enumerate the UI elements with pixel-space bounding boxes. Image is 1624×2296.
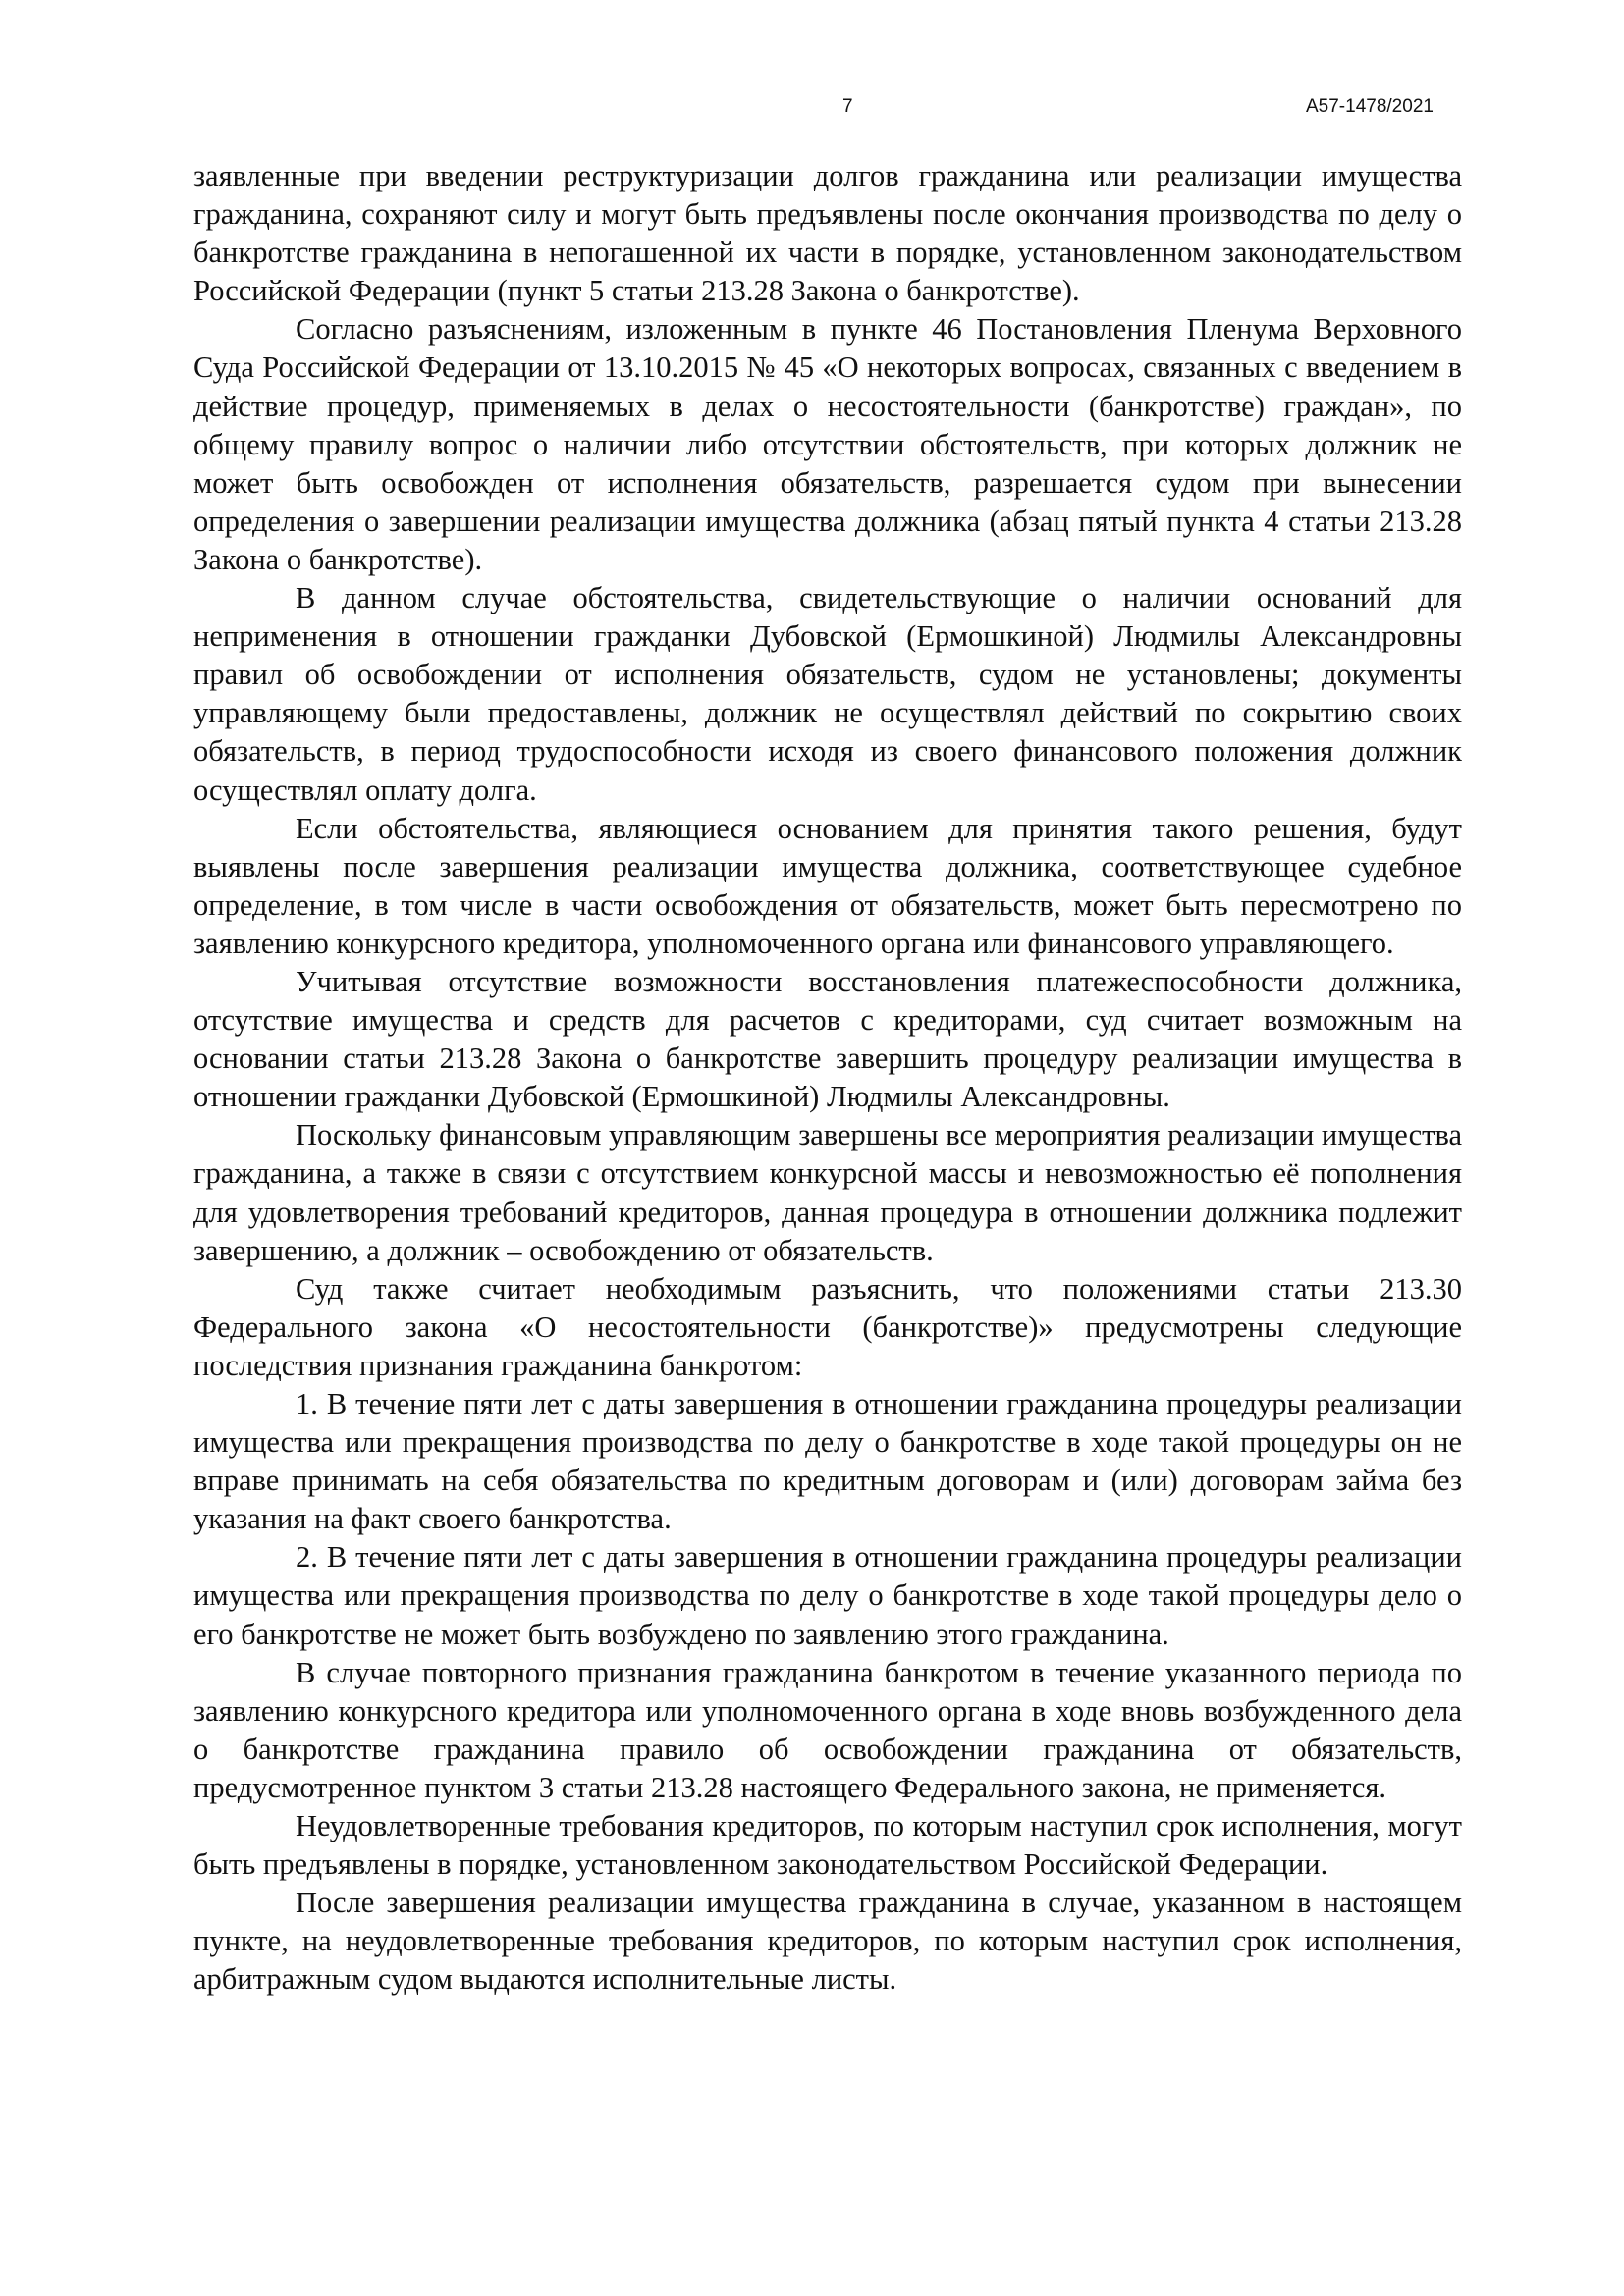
paragraph-continuation: заявленные при введении реструктуризации долгов гражданина или реализации имущества гражданина, сохраняют силу и могут быть предъявлены после окончания производства по делу о банкротстве гражданина в непогашенной их части в порядке, установленном законодательством Российской Федерации (пункт 5 статьи 213.28 Закона о банкротстве).: [193, 159, 1462, 308]
paragraph-circumstances: В данном случае обстоятельства, свидетельствующие о наличии оснований для неприменения в отношении гражданки Дубовской (Ермошкиной) Людмилы Александровны правил об освобождении от исполнения обязательств, судом не установлены; документы управляющему были предоставлены, должник не осуществлял действий по сокрытию своих обязательств, в период трудоспособности исходя из своего финансового положения должник осуществлял оплату долга.: [193, 581, 1462, 807]
page-header: [0, 96, 1624, 126]
paragraph-consequence-1: 1. В течение пяти лет с даты завершения в отношении гражданина процедуры реализации имущества или прекращения производства по делу о банкротстве в ходе такой процедуры он не вправе принимать на себя обязательства по кредитным договорам и (или) договорам займа без указания на факт своего банкротства.: [193, 1387, 1462, 1536]
document-body: [193, 157, 1462, 2000]
paragraph-consequence-2: 2. В течение пяти лет с даты завершения в отношении гражданина процедуры реализации имущества или прекращения производства по делу о банкротстве в ходе такой процедуры дело о его банкротстве не может быть возбуждено по заявлению этого гражданина.: [193, 1540, 1462, 1651]
paragraph-consequences-intro: Суд также считает необходимым разъяснить, что положениями статьи 213.30 Федерального закона «О несостоятельности (банкротстве)» предусмотрены следующие последствия признания гражданина банкротом:: [193, 1271, 1462, 1382]
paragraph-repeated-bankruptcy: В случае повторного признания гражданина банкротом в течение указанного периода по заявлению конкурсного кредитора или уполномоченного органа в ходе вновь возбужденного дела о банкротстве гражданина правило об освобождении гражданина от обязательств, предусмотренное пунктом 3 статьи 213.28 настоящего Федерального закона, не применяется.: [193, 1655, 1462, 1804]
page-number: 7: [842, 96, 853, 117]
paragraph-unsatisfied-claims: Неудовлетворенные требования кредиторов, по которым наступил срок исполнения, могут быть предъявлены в порядке, установленном законодательством Российской Федерации.: [193, 1809, 1462, 1882]
paragraph-completion: Учитывая отсутствие возможности восстановления платежеспособности должника, отсутствие имущества и средств для расчетов с кредиторами, суд считает возможным на основании статьи 213.28 Закона о банкротстве завершить процедуру реализации имущества в отношении гражданки Дубовской (Ермошкиной) Людмилы Александровны.: [193, 964, 1462, 1114]
paragraph-plenum-clarification: Согласно разъяснениям, изложенным в пункте 46 Постановления Пленума Верховного Суда Российской Федерации от 13.10.2015 № 45 «О некоторых вопросах, связанных с введением в действие процедур, применяемых в делах о несостоятельности (банкротстве) граждан», по общему правилу вопрос о наличии либо отсутствии обстоятельств, при которых должник не может быть освобожден от исполнения обязательств, разрешается судом при вынесении определения о завершении реализации имущества должника (абзац пятый пункта 4 статьи 213.28 Закона о банкротстве).: [193, 312, 1462, 576]
paragraph-review: Если обстоятельства, являющиеся основанием для принятия такого решения, будут выявлены после завершения реализации имущества должника, соответствующее судебное определение, в том числе в части освобождения от обязательств, может быть пересмотрено по заявлению конкурсного кредитора, уполномоченного органа или финансового управляющего.: [193, 811, 1462, 960]
paragraph-writs: После завершения реализации имущества гражданина в случае, указанном в настоящем пункте, на неудовлетворенные требования кредиторов, по которым наступил срок исполнения, арбитражным судом выдаются исполнительные листы.: [193, 1886, 1462, 1997]
case-number: А57-1478/2021: [1306, 96, 1434, 117]
paragraph-release: Поскольку финансовым управляющим завершены все мероприятия реализации имущества гражданина, а также в связи с отсутствием конкурсной массы и невозможностью её пополнения для удовлетворения требований кредиторов, данная процедура в отношении должника подлежит завершению, а должник – освобождению от обязательств.: [193, 1118, 1462, 1267]
